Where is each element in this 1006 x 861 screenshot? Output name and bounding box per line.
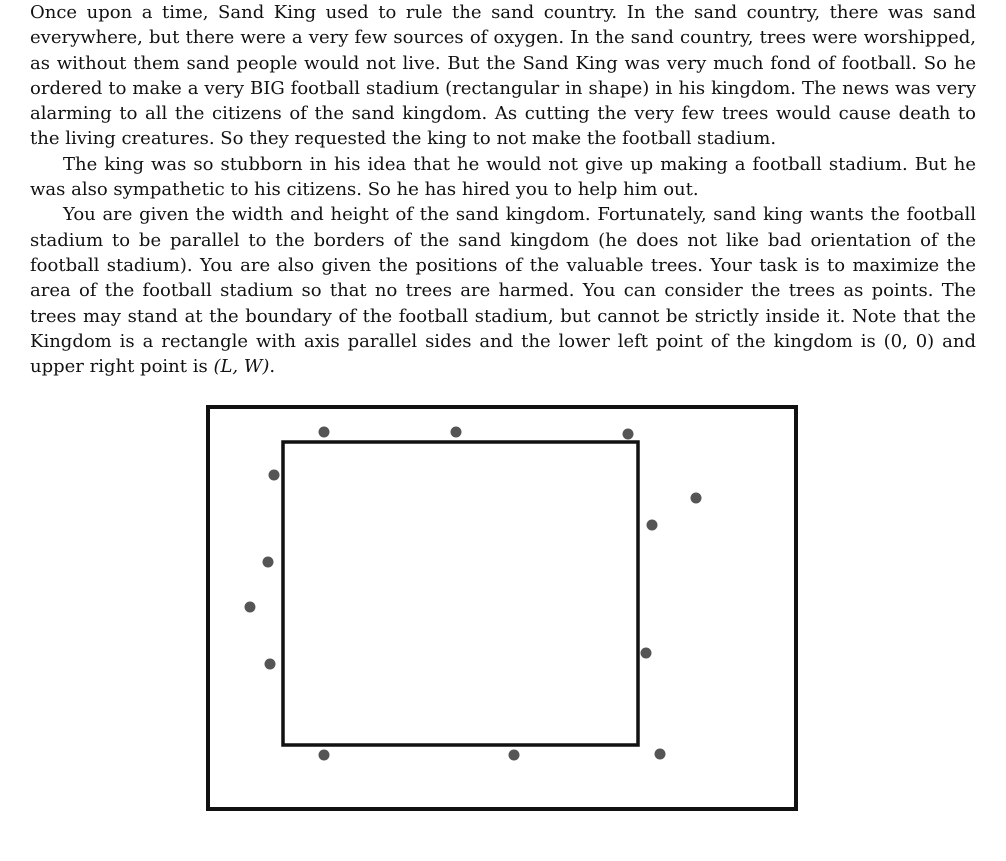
origin-point: (0, 0) — [883, 330, 935, 352]
task-text: You are given the width and height of the sand kingdom. Fortunately, sand king wants the football stadium to be parallel to the borders of the sand kingdom (he does not like bad orientation of the football stadium). You are also given the positions of the valuable trees. Your task is to maximize the area of the football stadium so that no trees are harmed. You can consider the trees as points. The trees may stand at the boundary of the football stadium, but cannot be strictly inside it. Note that the Kingdom is a rectangle with axis parallel sides and the lower left point of the kingdom is — [30, 204, 976, 352]
tree-point — [647, 520, 658, 531]
kingdom-border — [208, 407, 796, 809]
trees — [245, 427, 702, 761]
tree-point — [655, 749, 666, 760]
tree-point — [641, 648, 652, 659]
tree-point — [263, 557, 274, 568]
paragraph-story: Once upon a time, Sand King used to rule the sand country. In the sand country, there was sand everywhere, but there were a very few sources of oxygen. In the sand country, trees were worshipped, as without them sand people would not live. But the Sand King was very much fond of football. So he ordered to make a very BIG football stadium (rectangular in shape) in his kingdom. The news was very alarming to all the citizens of the sand kingdom. As cutting the very few trees would cause death to the living creatures. So they requested the king to not make the football stadium. — [30, 2, 976, 150]
problem-statement — [30, 0, 976, 379]
task-text-between: and upper right point is — [30, 330, 976, 378]
tree-point — [269, 470, 280, 481]
paragraph-king: The king was so stubborn in his idea that he would not give up making a football stadium. But he was also sympathetic to his citizens. So he has hired you to help him out. — [30, 153, 976, 201]
tree-point — [265, 659, 276, 670]
tree-point — [245, 602, 256, 613]
kingdom-diagram — [206, 405, 800, 813]
tree-point — [509, 750, 520, 761]
tree-point — [319, 750, 330, 761]
upper-right-point: (L, W) — [213, 356, 270, 378]
tree-point — [691, 493, 702, 504]
kingdom-figure — [206, 405, 800, 813]
paragraph-task — [30, 202, 976, 379]
tree-point — [319, 427, 330, 438]
task-text-end: . — [269, 356, 276, 378]
tree-point — [623, 429, 634, 440]
stadium-rectangle — [283, 442, 638, 745]
tree-point — [451, 427, 462, 438]
